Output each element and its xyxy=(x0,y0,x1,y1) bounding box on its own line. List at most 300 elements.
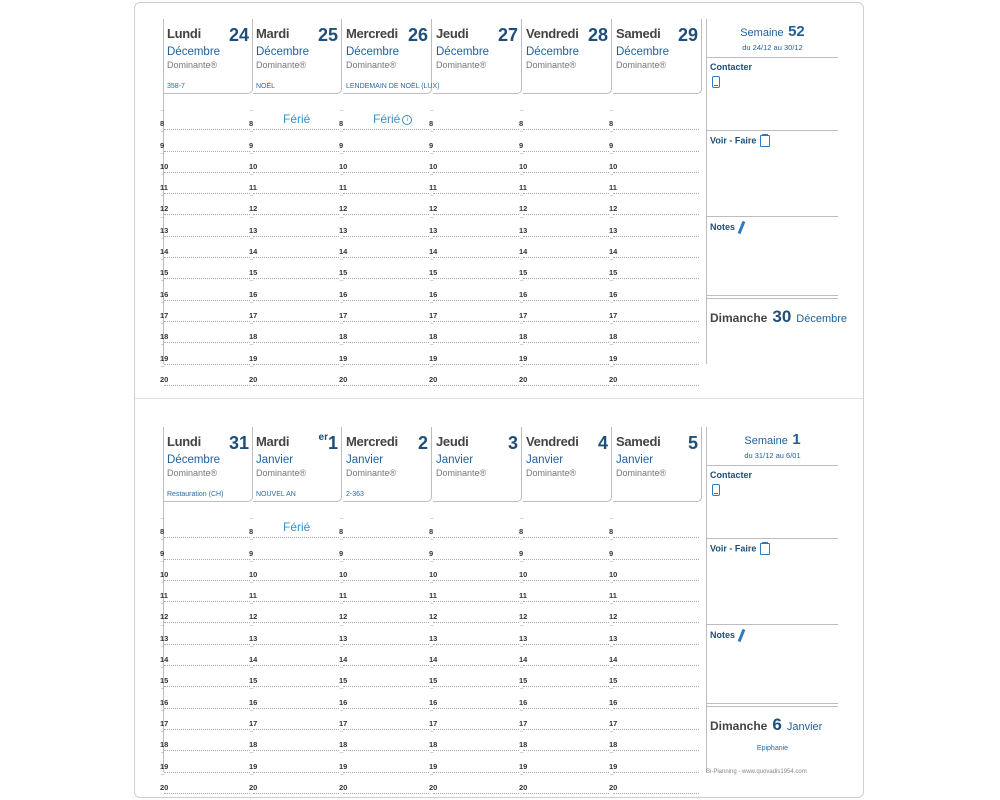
week-range xyxy=(707,43,838,52)
dimanche-box[interactable] xyxy=(707,706,838,773)
hour-slot[interactable] xyxy=(249,150,339,173)
hour-slot[interactable] xyxy=(249,235,339,258)
day-month: Décembre xyxy=(256,46,310,58)
hour-slot[interactable] xyxy=(249,299,339,322)
hour-slot[interactable] xyxy=(249,771,339,794)
contacter-title: Contacter xyxy=(710,470,753,480)
hour-slot[interactable] xyxy=(249,579,339,602)
day-header xyxy=(164,19,253,94)
half-hour-tick: – xyxy=(610,558,614,565)
hour-slot[interactable] xyxy=(249,558,339,581)
hour-label: 12 xyxy=(609,204,618,214)
half-hour-tick: – xyxy=(340,686,344,693)
hour-slot[interactable] xyxy=(519,299,609,322)
hour-slot[interactable] xyxy=(249,278,339,300)
hour-slot[interactable] xyxy=(429,601,519,623)
hour-slot[interactable] xyxy=(609,235,699,258)
hour-slot[interactable] xyxy=(519,729,609,751)
hour-label: 18 xyxy=(429,332,438,342)
hour-slot[interactable] xyxy=(609,214,699,237)
half-hour-tick: – xyxy=(430,150,434,157)
hour-slot[interactable] xyxy=(519,622,609,645)
half-hour-tick: – xyxy=(161,516,165,522)
contacter-box[interactable] xyxy=(707,58,838,131)
hour-slot[interactable] xyxy=(249,750,339,772)
half-hour-tick: – xyxy=(250,342,254,349)
day-header xyxy=(164,427,253,502)
half-hour-tick: – xyxy=(520,193,524,200)
half-hour-tick: – xyxy=(520,257,524,264)
hour-slot[interactable] xyxy=(249,214,339,237)
half-hour-tick: – xyxy=(610,516,614,522)
hour-slot[interactable] xyxy=(339,171,429,194)
hour-slot[interactable] xyxy=(429,321,519,343)
hour-slot[interactable] xyxy=(429,558,519,581)
hour-slot[interactable] xyxy=(609,193,699,215)
half-hour-tick: – xyxy=(430,729,434,735)
hour-slot[interactable] xyxy=(429,771,519,794)
half-hour-tick: – xyxy=(610,321,614,327)
hour-slot[interactable] xyxy=(249,622,339,645)
hour-label: 8 xyxy=(339,119,344,129)
half-hour-tick: – xyxy=(520,579,524,586)
hour-slot[interactable] xyxy=(339,729,429,751)
hour-slot[interactable] xyxy=(339,665,429,687)
contacter-title: Contacter xyxy=(710,62,753,72)
hour-label: 10 xyxy=(339,161,348,171)
day-number-value: 28 xyxy=(587,25,608,45)
hour-slot[interactable] xyxy=(609,108,699,130)
hour-slot[interactable] xyxy=(519,129,609,151)
day-column-jeudi xyxy=(429,19,523,384)
hour-slot[interactable] xyxy=(429,257,519,279)
day-number-value: 2 xyxy=(417,433,428,453)
hour-slot[interactable] xyxy=(160,129,250,151)
hour-slot[interactable] xyxy=(249,129,339,151)
hour-slot[interactable] xyxy=(609,558,699,581)
half-hour-tick: – xyxy=(161,171,165,178)
half-hour-tick: – xyxy=(250,516,254,522)
day-number xyxy=(678,25,698,46)
hour-slot[interactable] xyxy=(609,150,699,173)
day-number-value: 3 xyxy=(507,433,518,453)
day-column-jeudi xyxy=(429,427,523,792)
hour-label: 19 xyxy=(249,353,258,363)
half-hour-tick: – xyxy=(610,363,614,370)
dominante-label: Dominante® xyxy=(526,468,577,478)
hour-label: 20 xyxy=(339,374,348,384)
hour-slot[interactable] xyxy=(160,193,250,215)
half-hour-tick: – xyxy=(161,321,165,327)
notepad-icon xyxy=(760,135,770,147)
hour-slot[interactable] xyxy=(160,750,250,772)
hour-label: 20 xyxy=(249,782,258,792)
hour-slot[interactable] xyxy=(339,643,429,666)
hour-label: 14 xyxy=(339,655,348,665)
hour-label: 18 xyxy=(429,740,438,750)
hour-slot[interactable] xyxy=(609,622,699,645)
half-hour-tick: – xyxy=(520,750,524,757)
hour-slot[interactable] xyxy=(160,771,250,794)
hour-slot[interactable] xyxy=(519,516,609,538)
week-side-panel xyxy=(706,427,838,772)
hour-slot[interactable] xyxy=(339,150,429,173)
hour-slot[interactable] xyxy=(249,643,339,666)
hour-slot[interactable] xyxy=(519,235,609,258)
hour-slot[interactable] xyxy=(339,686,429,708)
hour-label: 20 xyxy=(429,374,438,384)
half-hour-tick: – xyxy=(430,299,434,306)
half-hour-tick: – xyxy=(250,622,254,629)
hour-slot[interactable] xyxy=(519,150,609,173)
half-hour-tick: – xyxy=(610,108,614,114)
hour-label: 8 xyxy=(249,527,254,537)
hour-slot[interactable] xyxy=(249,363,339,386)
day-name: Vendredi xyxy=(526,434,579,449)
half-hour-tick: – xyxy=(520,150,524,157)
hour-slot[interactable] xyxy=(160,686,250,708)
hour-slot[interactable] xyxy=(609,537,699,559)
hour-slot[interactable] xyxy=(519,771,609,794)
hour-slot[interactable] xyxy=(609,729,699,751)
hour-label: 10 xyxy=(429,161,438,171)
hour-slot[interactable] xyxy=(339,321,429,343)
half-hour-tick: – xyxy=(250,193,254,200)
hour-label: 18 xyxy=(609,332,618,342)
hour-slot[interactable] xyxy=(160,579,250,602)
hour-slot[interactable] xyxy=(429,299,519,322)
hour-label: 16 xyxy=(160,697,169,707)
hour-slot[interactable] xyxy=(519,193,609,215)
hour-slot[interactable] xyxy=(609,257,699,279)
hour-label: 11 xyxy=(609,183,617,193)
hour-label: 15 xyxy=(339,268,348,278)
hour-slot[interactable] xyxy=(249,686,339,708)
hour-slot[interactable] xyxy=(429,665,519,687)
hour-slot[interactable] xyxy=(339,342,429,364)
hour-slot[interactable] xyxy=(160,537,250,559)
day-name: Jeudi xyxy=(436,26,469,41)
half-hour-tick: – xyxy=(340,643,344,650)
half-hour-tick: – xyxy=(610,235,614,242)
hour-slot[interactable] xyxy=(609,278,699,300)
half-hour-tick: – xyxy=(340,750,344,757)
hour-slot[interactable] xyxy=(519,342,609,364)
hour-slot[interactable] xyxy=(339,363,429,386)
hour-label: 15 xyxy=(519,268,528,278)
hour-slot[interactable] xyxy=(519,665,609,687)
hour-slot[interactable] xyxy=(160,342,250,364)
day-column-lundi xyxy=(160,427,254,792)
half-hour-tick: – xyxy=(340,516,344,522)
day-month: Janvier xyxy=(526,454,564,466)
hour-label: 15 xyxy=(249,268,258,278)
hour-slot[interactable] xyxy=(609,686,699,708)
hour-slot[interactable] xyxy=(160,707,250,730)
hour-slot[interactable] xyxy=(160,321,250,343)
hour-slot[interactable] xyxy=(339,129,429,151)
hour-slot[interactable] xyxy=(429,363,519,386)
hour-slot[interactable] xyxy=(249,729,339,751)
hour-slot[interactable] xyxy=(519,558,609,581)
hour-slot[interactable] xyxy=(160,108,250,130)
half-hour-tick: – xyxy=(430,278,434,285)
hour-slot[interactable] xyxy=(160,665,250,687)
week-title xyxy=(707,431,838,449)
phone-icon xyxy=(712,76,720,88)
hour-slot[interactable] xyxy=(160,729,250,751)
hour-label: 15 xyxy=(429,676,438,686)
day-number xyxy=(498,25,518,46)
hour-slot[interactable] xyxy=(339,771,429,794)
hour-slot[interactable] xyxy=(339,537,429,559)
hour-slot[interactable] xyxy=(339,278,429,300)
day-number xyxy=(418,433,428,454)
hour-slot[interactable] xyxy=(339,707,429,730)
day-header xyxy=(433,19,522,94)
hour-slot[interactable] xyxy=(249,707,339,730)
hour-slot[interactable] xyxy=(429,622,519,645)
hour-label: 16 xyxy=(429,289,438,299)
hour-slot[interactable] xyxy=(609,771,699,794)
hour-slot[interactable] xyxy=(609,321,699,343)
half-hour-tick: – xyxy=(610,579,614,586)
hour-slot[interactable] xyxy=(339,235,429,258)
half-hour-tick: – xyxy=(340,579,344,586)
hour-label: 17 xyxy=(160,310,169,320)
half-hour-tick: – xyxy=(430,321,434,327)
dimanche-box[interactable] xyxy=(707,298,848,365)
hour-slot[interactable] xyxy=(249,321,339,343)
ferie-label xyxy=(373,112,412,126)
half-hour-tick: – xyxy=(340,171,344,178)
dominante-label: Dominante® xyxy=(167,468,218,478)
hour-slot[interactable] xyxy=(249,537,339,559)
voir-faire-box[interactable] xyxy=(707,539,838,625)
half-hour-tick: – xyxy=(610,257,614,264)
hour-slot[interactable] xyxy=(519,750,609,772)
hour-slot[interactable] xyxy=(249,171,339,194)
hour-label: 8 xyxy=(519,119,524,129)
hour-slot[interactable] xyxy=(609,579,699,602)
half-hour-tick: – xyxy=(610,601,614,608)
day-name: Mercredi xyxy=(346,434,398,449)
hour-slot[interactable] xyxy=(609,750,699,772)
hour-slot[interactable] xyxy=(609,665,699,687)
hour-slot[interactable] xyxy=(429,579,519,602)
hour-slot[interactable] xyxy=(519,257,609,279)
hour-slot[interactable] xyxy=(609,516,699,538)
hour-slot[interactable] xyxy=(339,558,429,581)
hour-slot[interactable] xyxy=(429,516,519,538)
day-note: 2-363 xyxy=(346,491,364,498)
hour-slot[interactable] xyxy=(249,665,339,687)
hour-slot[interactable] xyxy=(160,601,250,623)
day-column-mercredi xyxy=(339,427,433,792)
hour-slot[interactable] xyxy=(339,622,429,645)
week-side-panel xyxy=(706,19,848,364)
hour-slot[interactable] xyxy=(429,235,519,258)
hour-slot[interactable] xyxy=(249,257,339,279)
hour-slot[interactable] xyxy=(519,278,609,300)
hour-label: 13 xyxy=(339,633,348,643)
half-hour-tick: – xyxy=(430,342,434,349)
hour-slot[interactable] xyxy=(160,257,250,279)
half-hour-tick: – xyxy=(161,299,165,306)
hour-label: 13 xyxy=(609,633,618,643)
hour-slot[interactable] xyxy=(609,129,699,151)
day-header xyxy=(523,19,612,94)
half-hour-tick: – xyxy=(610,129,614,136)
half-hour-tick: – xyxy=(250,537,254,544)
day-month: Décembre xyxy=(167,454,221,466)
dominante-label: Dominante® xyxy=(346,60,397,70)
hour-slot[interactable] xyxy=(249,342,339,364)
hour-slot[interactable] xyxy=(339,579,429,602)
hour-slot[interactable] xyxy=(160,214,250,237)
hour-label: 19 xyxy=(519,761,528,771)
hour-label: 8 xyxy=(160,527,165,537)
dominante-label: Dominante® xyxy=(526,60,577,70)
hour-slot[interactable] xyxy=(609,171,699,194)
day-number-value: 29 xyxy=(677,25,698,45)
hour-label: 9 xyxy=(609,548,614,558)
hour-slot[interactable] xyxy=(160,235,250,258)
sunday-name: Dimanche xyxy=(710,311,768,325)
hour-slot[interactable] xyxy=(429,278,519,300)
hour-slot[interactable] xyxy=(609,363,699,386)
hour-label: 20 xyxy=(609,782,618,792)
hour-label: 10 xyxy=(519,569,528,579)
hour-slot[interactable] xyxy=(249,601,339,623)
dominante-label: Dominante® xyxy=(616,60,667,70)
hour-slot[interactable] xyxy=(429,686,519,708)
hour-slot[interactable] xyxy=(339,299,429,322)
half-hour-tick: – xyxy=(250,299,254,306)
day-month: Décembre xyxy=(167,46,221,58)
hour-slot[interactable] xyxy=(339,601,429,623)
hour-slot[interactable] xyxy=(519,321,609,343)
hour-slot[interactable] xyxy=(519,214,609,237)
hour-slot[interactable] xyxy=(609,299,699,322)
hour-label: 17 xyxy=(249,310,258,320)
hour-slot[interactable] xyxy=(339,516,429,538)
hour-slot[interactable] xyxy=(519,363,609,386)
hour-slot[interactable] xyxy=(519,537,609,559)
hour-slot[interactable] xyxy=(609,342,699,364)
hour-label: 9 xyxy=(429,140,434,150)
half-hour-tick: – xyxy=(340,150,344,157)
hour-slot[interactable] xyxy=(429,707,519,730)
hour-slot[interactable] xyxy=(519,171,609,194)
hour-slot[interactable] xyxy=(429,108,519,130)
hour-label: 17 xyxy=(429,718,438,728)
hour-label: 18 xyxy=(160,332,169,342)
hour-slot[interactable] xyxy=(339,214,429,237)
hour-label: 9 xyxy=(339,548,344,558)
half-hour-tick: – xyxy=(430,558,434,565)
hour-slot[interactable] xyxy=(609,601,699,623)
hour-slot[interactable] xyxy=(339,193,429,215)
half-hour-tick: – xyxy=(610,686,614,693)
hour-slot[interactable] xyxy=(519,707,609,730)
hour-slot[interactable] xyxy=(160,516,250,538)
notes-box[interactable] xyxy=(707,625,838,704)
sunday-note: Epiphanie xyxy=(756,745,789,752)
day-month: Janvier xyxy=(616,454,654,466)
half-hour-tick: – xyxy=(610,707,614,714)
hour-slot[interactable] xyxy=(519,579,609,602)
hour-label: 18 xyxy=(519,332,528,342)
hour-slot[interactable] xyxy=(160,622,250,645)
hour-slot[interactable] xyxy=(160,363,250,386)
hour-slot[interactable] xyxy=(160,558,250,581)
day-number-value: 5 xyxy=(687,433,698,453)
hour-slot[interactable] xyxy=(429,342,519,364)
half-hour-tick: – xyxy=(340,235,344,242)
hour-slot[interactable] xyxy=(429,129,519,151)
hour-slot[interactable] xyxy=(160,278,250,300)
half-hour-tick: – xyxy=(430,257,434,264)
day-number-value: 26 xyxy=(407,25,428,45)
hour-slot[interactable] xyxy=(429,150,519,173)
half-hour-tick: – xyxy=(520,363,524,370)
half-hour-tick: – xyxy=(161,579,165,586)
hour-slot[interactable] xyxy=(609,643,699,666)
hour-label: 12 xyxy=(429,612,438,622)
day-column-samedi xyxy=(609,427,703,792)
sunday-month: Janvier xyxy=(786,721,823,733)
hour-slot[interactable] xyxy=(429,171,519,194)
hour-slot[interactable] xyxy=(339,750,429,772)
hour-slot[interactable] xyxy=(429,214,519,237)
hour-slot[interactable] xyxy=(249,193,339,215)
contacter-box[interactable] xyxy=(707,466,838,539)
hour-slot[interactable] xyxy=(519,601,609,623)
hour-slot[interactable] xyxy=(429,729,519,751)
hour-label: 13 xyxy=(609,225,618,235)
sunday-number: 30 xyxy=(772,307,792,326)
hour-label: 13 xyxy=(249,225,258,235)
hour-label: 17 xyxy=(519,718,528,728)
hour-slot[interactable] xyxy=(429,750,519,772)
dominante-label: Dominante® xyxy=(346,468,397,478)
half-hour-tick: – xyxy=(340,108,344,114)
notes-box[interactable] xyxy=(707,217,838,296)
hour-slot[interactable] xyxy=(339,257,429,279)
hour-slot[interactable] xyxy=(429,537,519,559)
voir-faire-label: Voir - Faire xyxy=(710,543,757,554)
hour-slot[interactable] xyxy=(519,108,609,130)
hour-label: 13 xyxy=(519,633,528,643)
hour-slot[interactable] xyxy=(160,171,250,194)
day-name: Samedi xyxy=(616,434,661,449)
half-hour-tick: – xyxy=(250,750,254,757)
half-hour-tick: – xyxy=(340,537,344,544)
hour-slot[interactable] xyxy=(519,686,609,708)
half-hour-tick: – xyxy=(430,193,434,200)
hour-slot[interactable] xyxy=(429,193,519,215)
hour-label: 12 xyxy=(160,612,169,622)
hour-slot[interactable] xyxy=(519,643,609,666)
hour-slot[interactable] xyxy=(160,643,250,666)
hour-slot[interactable] xyxy=(429,643,519,666)
hour-slot[interactable] xyxy=(160,299,250,322)
voir-faire-box[interactable] xyxy=(707,131,838,217)
hour-slot[interactable] xyxy=(609,707,699,730)
hour-slot[interactable] xyxy=(160,150,250,173)
hour-label: 17 xyxy=(249,718,258,728)
